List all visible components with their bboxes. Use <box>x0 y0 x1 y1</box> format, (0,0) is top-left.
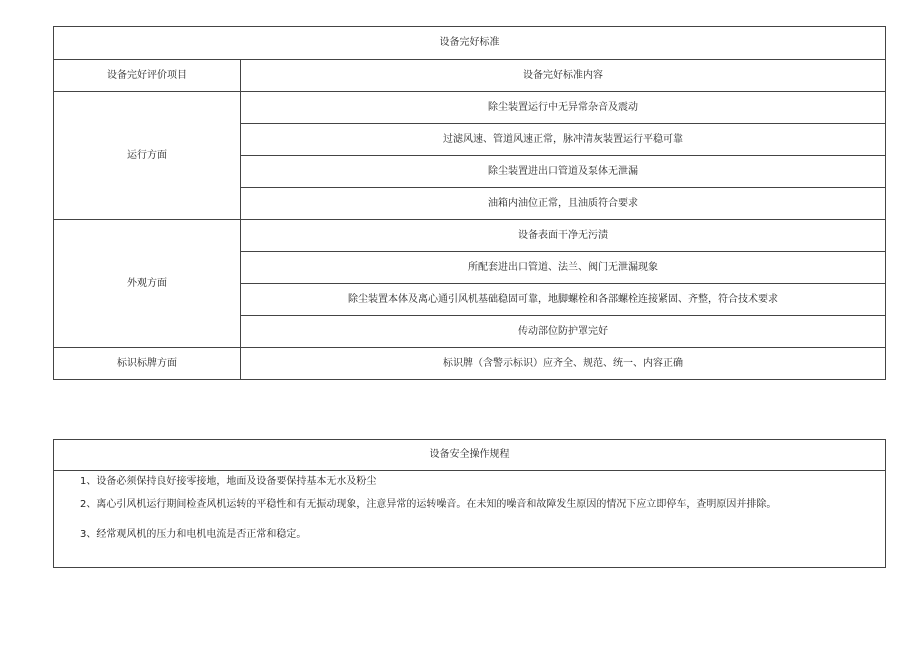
header-item: 设备完好评价项目 <box>54 60 241 92</box>
header-content: 设备完好标准内容 <box>241 60 886 92</box>
safety-paragraph: 1、设备必须保持良好接零接地，地面及设备要保持基本无水及粉尘 <box>80 476 377 487</box>
safety-content <box>54 471 886 568</box>
standard-item: 所配套进出口管道、法兰、阀门无泄漏现象 <box>241 252 886 284</box>
standard-item: 除尘装置本体及离心通引风机基础稳固可靠，地脚螺栓和各部螺栓连接紧固、齐整，符合技术要求 <box>241 284 886 316</box>
safety-procedures-table <box>53 439 886 568</box>
equipment-standards-table <box>53 26 886 380</box>
safety-paragraph: 3、经常观风机的压力和电机电流是否正常和稳定。 <box>80 529 307 540</box>
standard-item: 除尘装置运行中无异常杂音及震动 <box>241 92 886 124</box>
category-appearance: 外观方面 <box>54 220 241 348</box>
standard-item: 设备表面干净无污渍 <box>241 220 886 252</box>
standard-item: 过滤风速、管道风速正常，脉冲清灰装置运行平稳可靠 <box>241 124 886 156</box>
safety-paragraph: 2、离心引风机运行期间检查风机运转的平稳性和有无振动现象，注意异常的运转噪音。在未知的噪音和故障发生原因的情况下应立即停车，查明原因并排除。 <box>80 499 777 510</box>
standard-item: 除尘装置进出口管道及泵体无泄漏 <box>241 156 886 188</box>
standards-title: 设备完好标准 <box>54 27 886 60</box>
safety-title: 设备安全操作规程 <box>54 440 886 471</box>
standard-item: 传动部位防护罩完好 <box>241 316 886 348</box>
standard-item: 油箱内油位正常，且油质符合要求 <box>241 188 886 220</box>
standard-item: 标识牌（含警示标识）应齐全、规范、统一、内容正确 <box>241 348 886 380</box>
category-operation: 运行方面 <box>54 92 241 220</box>
category-signage: 标识标牌方面 <box>54 348 241 380</box>
